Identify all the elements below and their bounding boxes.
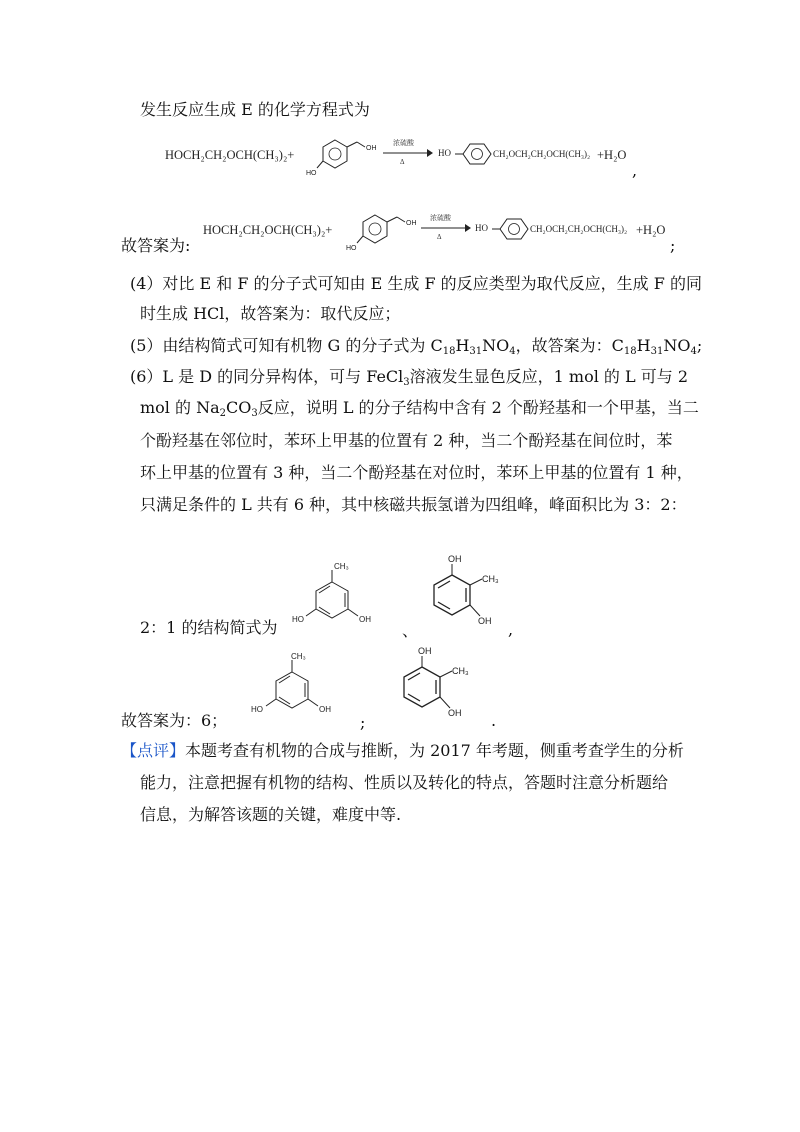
reaction-intro-text: 发生反应生成 E 的化学方程式为 [140, 100, 370, 119]
benzyl-alcohol-structure [306, 130, 380, 180]
q4-line-1: (4）对比 E 和 F 的分子式可知由 E 生成 F 的反应类型为取代反应，生成 F 的同 [130, 274, 702, 293]
heat-label: Δ [437, 233, 442, 241]
product-ring [492, 215, 532, 243]
svg-text:CH₃: CH₃ [452, 666, 469, 676]
ho-label: HO [306, 170, 317, 177]
svg-text:OH: OH [319, 705, 331, 714]
q4-line-2: 时生成 HCl，故答案为：取代反应； [140, 304, 401, 323]
svg-text:OH: OH [448, 554, 462, 564]
comma: , [632, 161, 638, 180]
svg-text:OH: OH [418, 646, 432, 656]
methyl-resorcinol-ortho-structure-answer [390, 640, 490, 725]
q6-line-4: 环上甲基的位置有 3 种，当二个酚羟基在对位时，苯环上甲基的位置有 1 种， [140, 463, 693, 482]
product-chain: CH₂OCH₂CH₂OCH(CH₃)₂ [530, 224, 628, 234]
oh-label: OH [366, 145, 377, 152]
comment-line-1: 【点评】本题考查有机物的合成与推断，为 2017 年考题，侧重考查学生的分析 [121, 741, 684, 760]
q6-line-6: 2：1 的结构简式为 [140, 618, 278, 637]
semicolon: ; [670, 236, 676, 255]
q6-line-1: (6）L 是 D 的同分异构体，可与 FeCl$_3$溶液发生显色反应，1 mol 的 L 可与 2 [130, 367, 688, 388]
product-ring [455, 140, 495, 168]
methyl-resorcinol-ortho-structure [420, 548, 520, 633]
svg-text:CH₃: CH₃ [334, 562, 349, 571]
comment-tag: 【点评】 [121, 741, 186, 760]
answer-label: 故答案为: [121, 236, 191, 255]
q6-line-5: 只满足条件的 L 共有 6 种，其中核磁共振氢谱为四组峰，峰面积比为 3：2： [140, 495, 687, 514]
catalyst-label: 浓硫酸 [393, 139, 414, 147]
q6-line-3: 个酚羟基在邻位时，苯环上甲基的位置有 2 种，当二个酚羟基在间位时，苯 [140, 431, 673, 450]
arrow-icon [421, 223, 471, 233]
comment-line-2: 能力，注意把握有机物的结构、性质以及转化的特点，答题时注意分析题给 [140, 773, 669, 792]
catalyst-label: 浓硫酸 [430, 214, 451, 222]
product-ho-label: HO [438, 148, 451, 158]
methyl-resorcinol-structure-answer [245, 650, 345, 725]
comma-2: , [508, 620, 514, 639]
svg-text:HO: HO [292, 615, 304, 624]
svg-text:CH₃: CH₃ [482, 574, 499, 584]
svg-text:HO: HO [251, 705, 263, 714]
q5-line: (5）由结构简式可知有机物 G 的分子式为 $C_{18}H_{31}NO_4$，故答案为：$C_{18}H_{31}NO_4$; [130, 336, 703, 357]
ho-label: HO [346, 245, 357, 252]
comment-line-3: 信息，为解答该题的关键，难度中等. [140, 805, 402, 824]
benzyl-alcohol-structure [346, 205, 420, 255]
svg-text:OH: OH [448, 708, 462, 718]
separator: 、 [402, 621, 419, 640]
reactant-formula: HOCH₂CH₂OCH(CH₃)₂+ [203, 223, 333, 237]
period: . [491, 711, 497, 730]
semicolon-2: ; [360, 713, 366, 732]
reactant-formula: HOCH₂CH₂OCH(CH₃)₂+ [165, 148, 295, 162]
product-ho-label: HO [475, 223, 488, 233]
product-chain: CH₂OCH₂CH₂OCH(CH₃)₂ [493, 149, 591, 159]
methyl-resorcinol-structure [290, 560, 390, 635]
answer-label-2: 故答案为：6； [121, 711, 228, 730]
water: +H₂O [597, 148, 627, 162]
oh-label: OH [406, 220, 417, 227]
svg-text:OH: OH [359, 615, 371, 624]
svg-text:OH: OH [478, 616, 492, 626]
q6-line-2: mol 的 $Na_2CO_3$反应，说明 L 的分子结构中含有 2 个酚羟基和一个甲基，当二 [140, 398, 699, 419]
arrow-icon [383, 148, 433, 158]
svg-text:CH₃: CH₃ [291, 652, 306, 661]
water: +H₂O [636, 223, 666, 237]
heat-label: Δ [400, 158, 405, 166]
